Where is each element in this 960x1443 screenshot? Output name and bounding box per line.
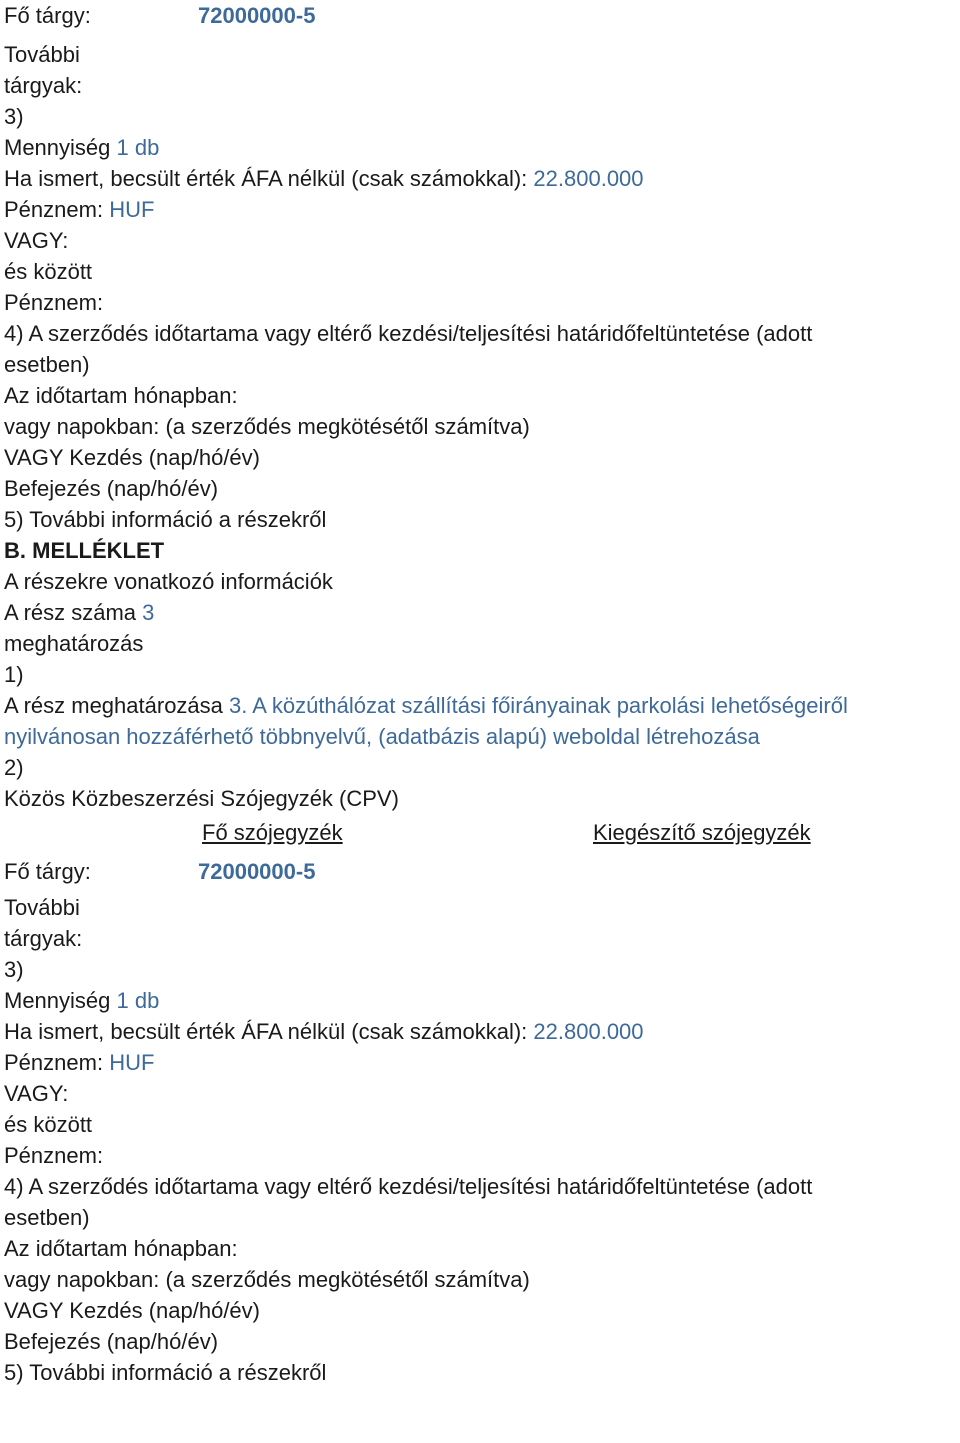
duration-heading-line2-2: esetben)	[4, 1205, 90, 1230]
main-subject-code: 72000000-5	[198, 3, 316, 28]
main-subject-label: Fő tárgy:	[4, 3, 91, 28]
currency-label: Pénznem:	[4, 1050, 104, 1075]
between-label: és között	[4, 259, 93, 284]
quantity-line	[4, 132, 960, 163]
quantity-value: 1 db	[116, 988, 160, 1013]
estimated-value-line	[4, 163, 960, 194]
part-number-line	[4, 597, 960, 628]
currency-value: HUF	[109, 1050, 155, 1075]
definition-label: meghatározás	[4, 631, 144, 656]
part-definition	[4, 690, 934, 752]
part-number-value: 3	[142, 600, 155, 625]
cpv-title: Közös Közbeszerzési Szójegyzék (CPV)	[4, 786, 399, 811]
or-label: VAGY:	[4, 228, 69, 253]
estimated-value: 22.800.000	[533, 166, 644, 191]
cpv-header-row	[4, 814, 960, 852]
duration-days: vagy napokban: (a szerződés megkötésétől számítva)	[4, 414, 530, 439]
further-subjects	[0, 39, 960, 101]
cpv-main-header: Fő szójegyzék	[202, 820, 343, 845]
section-number-2: 2)	[4, 755, 24, 780]
main-subject-label: Fő tárgy:	[4, 859, 91, 884]
duration-heading-line1-2: 4) A szerződés időtartama vagy eltérő kezdési/teljesítési határidőfeltüntetése (adott	[4, 1174, 813, 1199]
currency-label-2b: Pénznem:	[4, 1143, 104, 1168]
additional-info-2: 5) További információ a részekről	[4, 1360, 327, 1385]
duration-days-2: vagy napokban: (a szerződés megkötésétől számítva)	[4, 1267, 530, 1292]
quantity-line-2	[4, 985, 960, 1016]
cpv-supplementary-header: Kiegészítő szójegyzék	[593, 820, 811, 845]
currency-line	[4, 194, 960, 225]
annex-subtitle: A részekre vonatkozó információk	[4, 569, 333, 594]
part-definition-value: 3. A közúthálózat szállítási főirányainak parkolási lehetőségeiről nyilvánosan hozzáférhető többnyelvű, (adatbázis alapú) weboldal létrehozása	[4, 693, 848, 749]
end-date-2: Befejezés (nap/hó/év)	[4, 1329, 219, 1354]
duration-months-2: Az időtartam hónapban:	[4, 1236, 238, 1261]
currency-value: HUF	[109, 197, 155, 222]
estimated-value: 22.800.000	[533, 1019, 644, 1044]
currency-line-2	[4, 1047, 960, 1078]
main-subject-row	[0, 0, 960, 31]
start-date-2: VAGY Kezdés (nap/hó/év)	[4, 1298, 260, 1323]
main-subject-row-2	[0, 852, 960, 892]
quantity-label: Mennyiség	[4, 135, 111, 160]
quantity-label: Mennyiség	[4, 988, 111, 1013]
additional-info: 5) További információ a részekről	[4, 507, 327, 532]
duration-heading-line2: esetben)	[4, 352, 90, 377]
part-number-label: A rész száma	[4, 600, 137, 625]
further-subjects-line2: tárgyak:	[4, 73, 83, 98]
currency-label-2: Pénznem:	[4, 290, 104, 315]
annex-title: B. MELLÉKLET	[4, 538, 165, 563]
duration-heading-line1: 4) A szerződés időtartama vagy eltérő kezdési/teljesítési határidőfeltüntetése (adott	[4, 321, 813, 346]
or-label-2: VAGY:	[4, 1081, 69, 1106]
between-label-2: és között	[4, 1112, 93, 1137]
further-subjects-2	[0, 892, 960, 954]
further-subjects-line2: tárgyak:	[4, 926, 83, 951]
estimated-value-line-2	[4, 1016, 960, 1047]
quantity-value: 1 db	[116, 135, 160, 160]
main-subject-code: 72000000-5	[198, 859, 316, 884]
further-subjects-line1: További	[4, 895, 80, 920]
section-number-3: 3)	[4, 104, 24, 129]
section-number-3-b: 3)	[4, 957, 24, 982]
start-date: VAGY Kezdés (nap/hó/év)	[4, 445, 260, 470]
end-date: Befejezés (nap/hó/év)	[4, 476, 219, 501]
currency-label: Pénznem:	[4, 197, 104, 222]
part-definition-label: A rész meghatározása	[4, 693, 223, 718]
estimated-value-label: Ha ismert, becsült érték ÁFA nélkül (csak számokkal):	[4, 166, 528, 191]
duration-months: Az időtartam hónapban:	[4, 383, 238, 408]
further-subjects-line1: További	[4, 42, 80, 67]
procurement-document	[4, 0, 960, 1388]
estimated-value-label: Ha ismert, becsült érték ÁFA nélkül (csak számokkal):	[4, 1019, 528, 1044]
section-number-1: 1)	[4, 662, 24, 687]
